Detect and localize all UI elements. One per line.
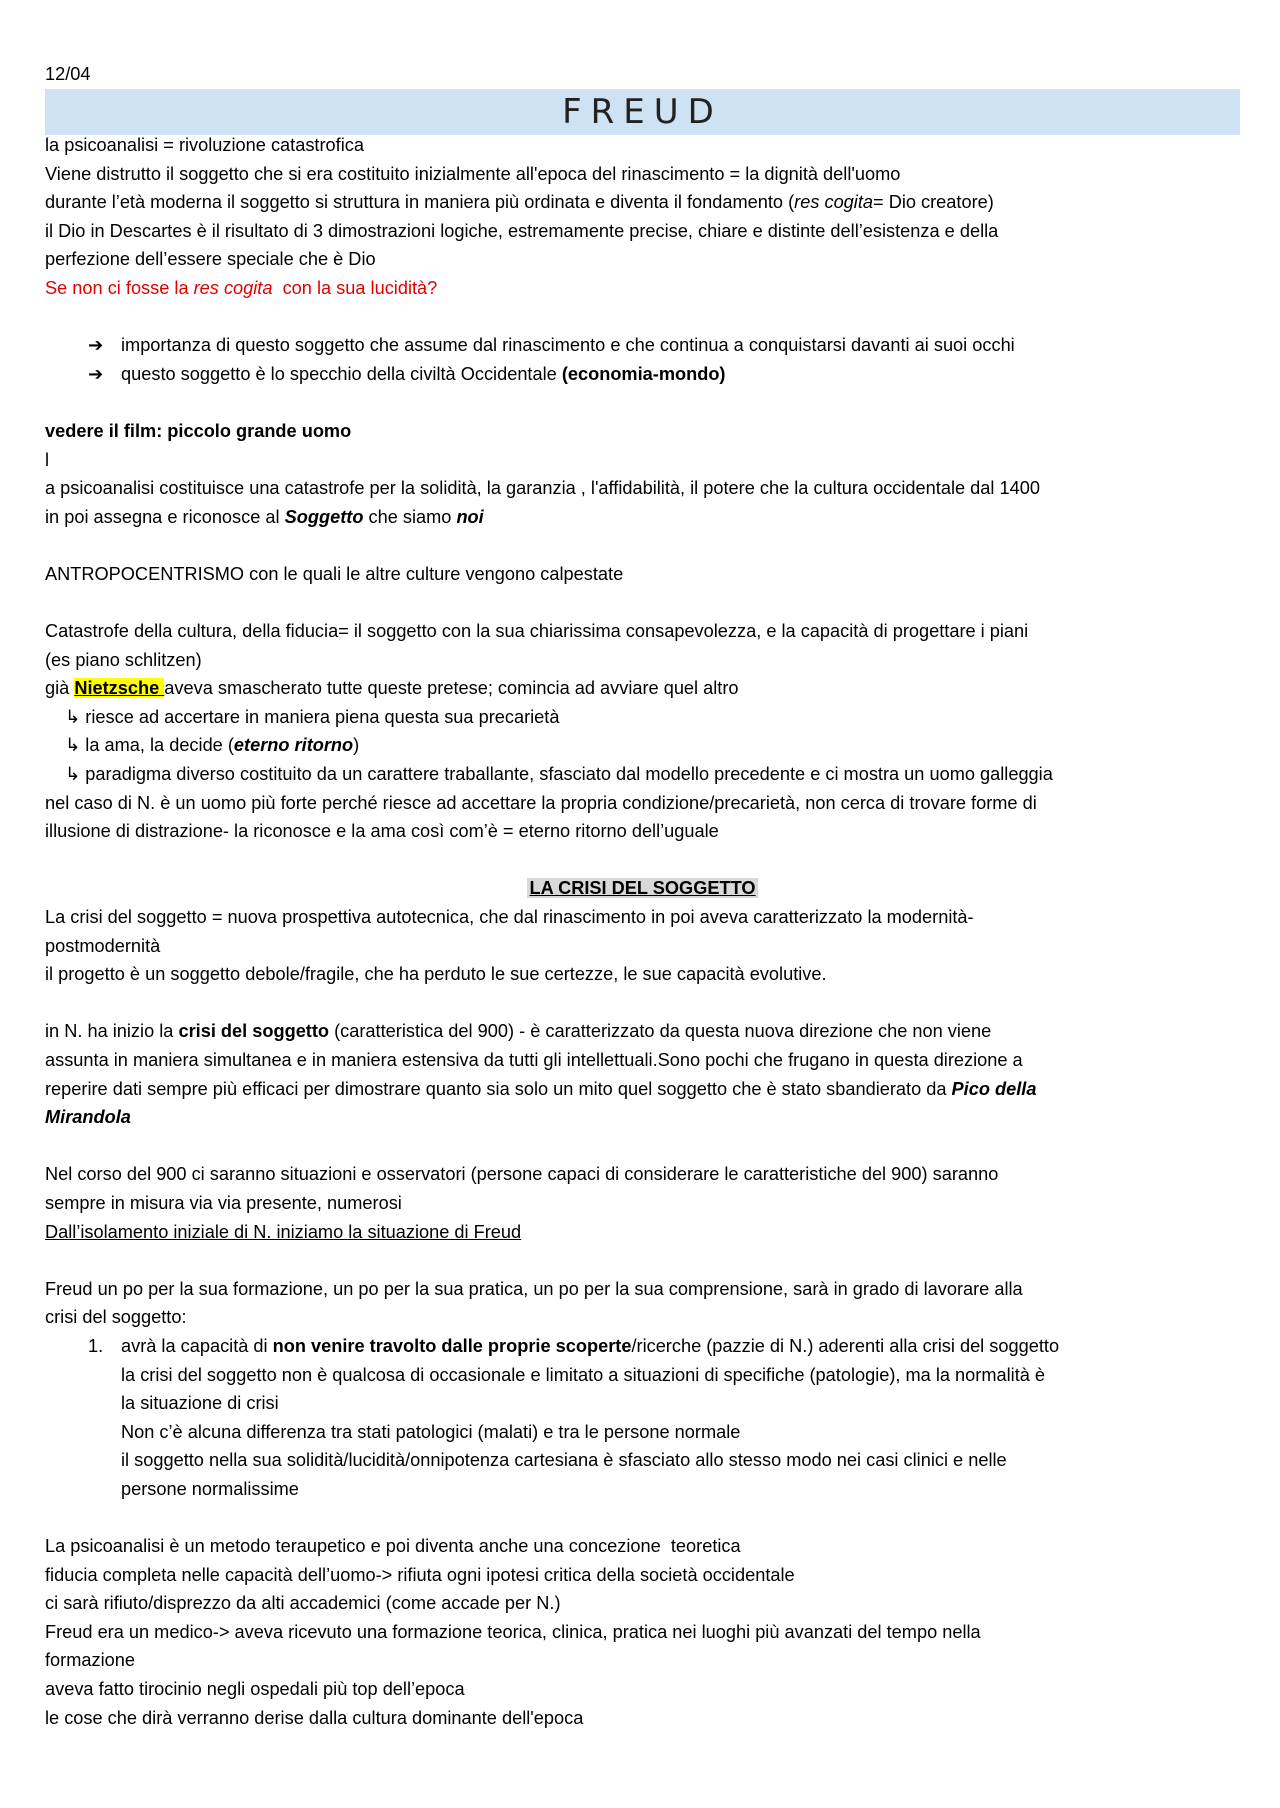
text-line: in N. ha inizio la crisi del soggetto (caratteristica del 900) - è caratterizzato da questa nuova direzione che non viene bbox=[45, 1021, 992, 1042]
document-body bbox=[45, 131, 1240, 1732]
date-label: 12/04 bbox=[45, 64, 91, 84]
text-line: aveva fatto tirocinio negli ospedali più top dell’epoca bbox=[45, 1679, 465, 1700]
text-line: il Dio in Descartes è il risultato di 3 dimostrazioni logiche, estremamente precise, chiare e distinte dell’esistenza e della bbox=[45, 220, 999, 241]
text-line: ci sarà rifiuto/disprezzo da alti accademici (come accade per N.) bbox=[45, 1593, 561, 1614]
arrow-icon: ➔ bbox=[88, 335, 104, 356]
section-heading: LA CRISI DEL SOGGETTO bbox=[529, 878, 756, 899]
text-line: postmodernità bbox=[45, 935, 161, 956]
sub-bullet: ↳ riesce ad accertare in maniera piena questa sua precarietà bbox=[65, 706, 560, 727]
text-line: la crisi del soggetto non è qualcosa di occasionale e limitato a situazioni di specifiche (patologie), ma la normalità è bbox=[121, 1364, 1046, 1385]
blank-line bbox=[45, 1504, 1240, 1533]
text-line: crisi del soggetto: bbox=[45, 1307, 187, 1328]
arrow-bullet: ➔ importanza di questo soggetto che assume dal rinascimento e che continua a conquistarsi davanti ai suoi occhi bbox=[45, 331, 1240, 360]
text-line: (es piano schlitzen) bbox=[45, 649, 202, 670]
underlined-line: Dall’isolamento iniziale di N. iniziamo la situazione di Freud bbox=[45, 1221, 522, 1242]
text-line: reperire dati sempre più efficaci per dimostrare quanto sia solo un mito quel soggetto che è stato sbandierato da Pico della bbox=[45, 1078, 1037, 1099]
text-line: il soggetto nella sua solidità/lucidità/onnipotenza cartesiana è sfasciato allo stesso modo nei casi clinici e nelle bbox=[121, 1450, 1007, 1471]
numbered-item: 1. avrà la capacità di non venire travolto dalle proprie scoperte/ricerche (pazzie di N.) aderenti alla crisi del soggetto bbox=[45, 1332, 1240, 1361]
text-line: a psicoanalisi costituisce una catastrofe per la solidità, la garanzia , l'affidabilità, il potere che la cultura occidentale dal 1400 bbox=[45, 478, 1040, 499]
text-line: la situazione di crisi bbox=[121, 1393, 279, 1414]
blank-line bbox=[45, 1132, 1240, 1161]
text-line: Freud era un medico-> aveva ricevuto una formazione teorica, clinica, pratica nei luoghi più avanzati del tempo nella bbox=[45, 1621, 981, 1642]
text-line: illusione di distrazione- la riconosce e la ama così com’è = eterno ritorno dell’uguale bbox=[45, 821, 719, 842]
question-line: Se non ci fosse la res cogita con la sua lucidità? bbox=[45, 277, 438, 298]
text-line: le cose che dirà verranno derise dalla cultura dominante dell'epoca bbox=[45, 1707, 584, 1728]
text-line: durante l’età moderna il soggetto si struttura in maniera più ordinata e diventa il fondamento (res cogita= Dio creatore) bbox=[45, 192, 994, 213]
text-line: la psicoanalisi = rivoluzione catastrofica bbox=[45, 135, 364, 155]
text-line: Viene distrutto il soggetto che si era costituito inizialmente all'epoca del rinascimento = la dignità dell'uomo bbox=[45, 163, 901, 184]
text-line: nel caso di N. è un uomo più forte perché riesce ad accettare la propria condizione/precarietà, non cerca di trovare forme di bbox=[45, 792, 1037, 813]
blank-line bbox=[45, 303, 1240, 332]
text-line: Freud un po per la sua formazione, un po per la sua pratica, un po per la sua comprensione, sarà in grado di lavorare alla bbox=[45, 1278, 1023, 1299]
text-line: Catastrofe della cultura, della fiducia= il soggetto con la sua chiarissima consapevolezza, e la capacità di progettare i piani bbox=[45, 621, 1029, 642]
section-heading-row bbox=[45, 874, 1240, 903]
blank-line bbox=[45, 989, 1240, 1018]
text-line: formazione bbox=[45, 1650, 135, 1671]
text-line: in poi assegna e riconosce al Soggetto che siamo noi bbox=[45, 506, 484, 527]
text-line: l bbox=[45, 449, 50, 470]
text-line: La psicoanalisi è un metodo teraupetico e poi diventa anche una concezione teoretica bbox=[45, 1536, 741, 1557]
text-line: Nel corso del 900 ci saranno situazioni e osservatori (persone capaci di considerare le caratteristiche del 900) saranno bbox=[45, 1164, 999, 1185]
sub-bullet: ↳ la ama, la decide (eterno ritorno) bbox=[65, 735, 360, 756]
blank-line bbox=[45, 1246, 1240, 1275]
arrow-icon: ➔ bbox=[88, 363, 104, 384]
sub-arrow-icon: ↳ bbox=[65, 735, 81, 756]
film-note: vedere il film: piccolo grande uomo bbox=[45, 420, 352, 441]
blank-line bbox=[45, 846, 1240, 875]
item-number: 1. bbox=[88, 1335, 104, 1356]
text-line: Mirandola bbox=[45, 1107, 131, 1128]
text-line: ANTROPOCENTRISMO con le quali le altre culture vengono calpestate bbox=[45, 563, 624, 584]
sub-arrow-icon: ↳ bbox=[65, 706, 81, 727]
title-banner bbox=[45, 89, 1240, 135]
sub-bullet: ↳ paradigma diverso costituito da un carattere traballante, sfasciato dal modello precedente e ci mostra un uomo galleggia bbox=[65, 764, 1053, 785]
text-line: il progetto è un soggetto debole/fragile, che ha perduto le sue certezze, le sue capacità evolutive. bbox=[45, 964, 827, 985]
blank-line bbox=[45, 531, 1240, 560]
page-title: FREUD bbox=[562, 92, 723, 132]
blank-line bbox=[45, 388, 1240, 417]
blank-line bbox=[45, 589, 1240, 618]
text-line: Non c’è alcuna differenza tra stati patologici (malati) e tra le persone normale bbox=[121, 1421, 741, 1442]
text-line: assunta in maniera simultanea e in maniera estensiva da tutti gli intellettuali.Sono pochi che frugano in questa direzione a bbox=[45, 1050, 1023, 1070]
highlighted-name: Nietzsche bbox=[74, 678, 165, 699]
text-line: fiducia completa nelle capacità dell’uomo-> rifiuta ogni ipotesi critica della società occidentale bbox=[45, 1564, 795, 1585]
text-line: persone normalissime bbox=[121, 1478, 299, 1499]
text-line: sempre in misura via via presente, numerosi bbox=[45, 1192, 402, 1213]
arrow-bullet: ➔ questo soggetto è lo specchio della civiltà Occidentale (economia-mondo) bbox=[45, 360, 1240, 389]
sub-arrow-icon: ↳ bbox=[65, 764, 81, 785]
text-line: già Nietzsche aveva smascherato tutte queste pretese; comincia ad avviare quel altro bbox=[45, 678, 739, 699]
text-line: La crisi del soggetto = nuova prospettiva autotecnica, che dal rinascimento in poi aveva caratterizzato la modernità- bbox=[45, 907, 974, 928]
text-line: perfezione dell’essere speciale che è Dio bbox=[45, 249, 376, 270]
